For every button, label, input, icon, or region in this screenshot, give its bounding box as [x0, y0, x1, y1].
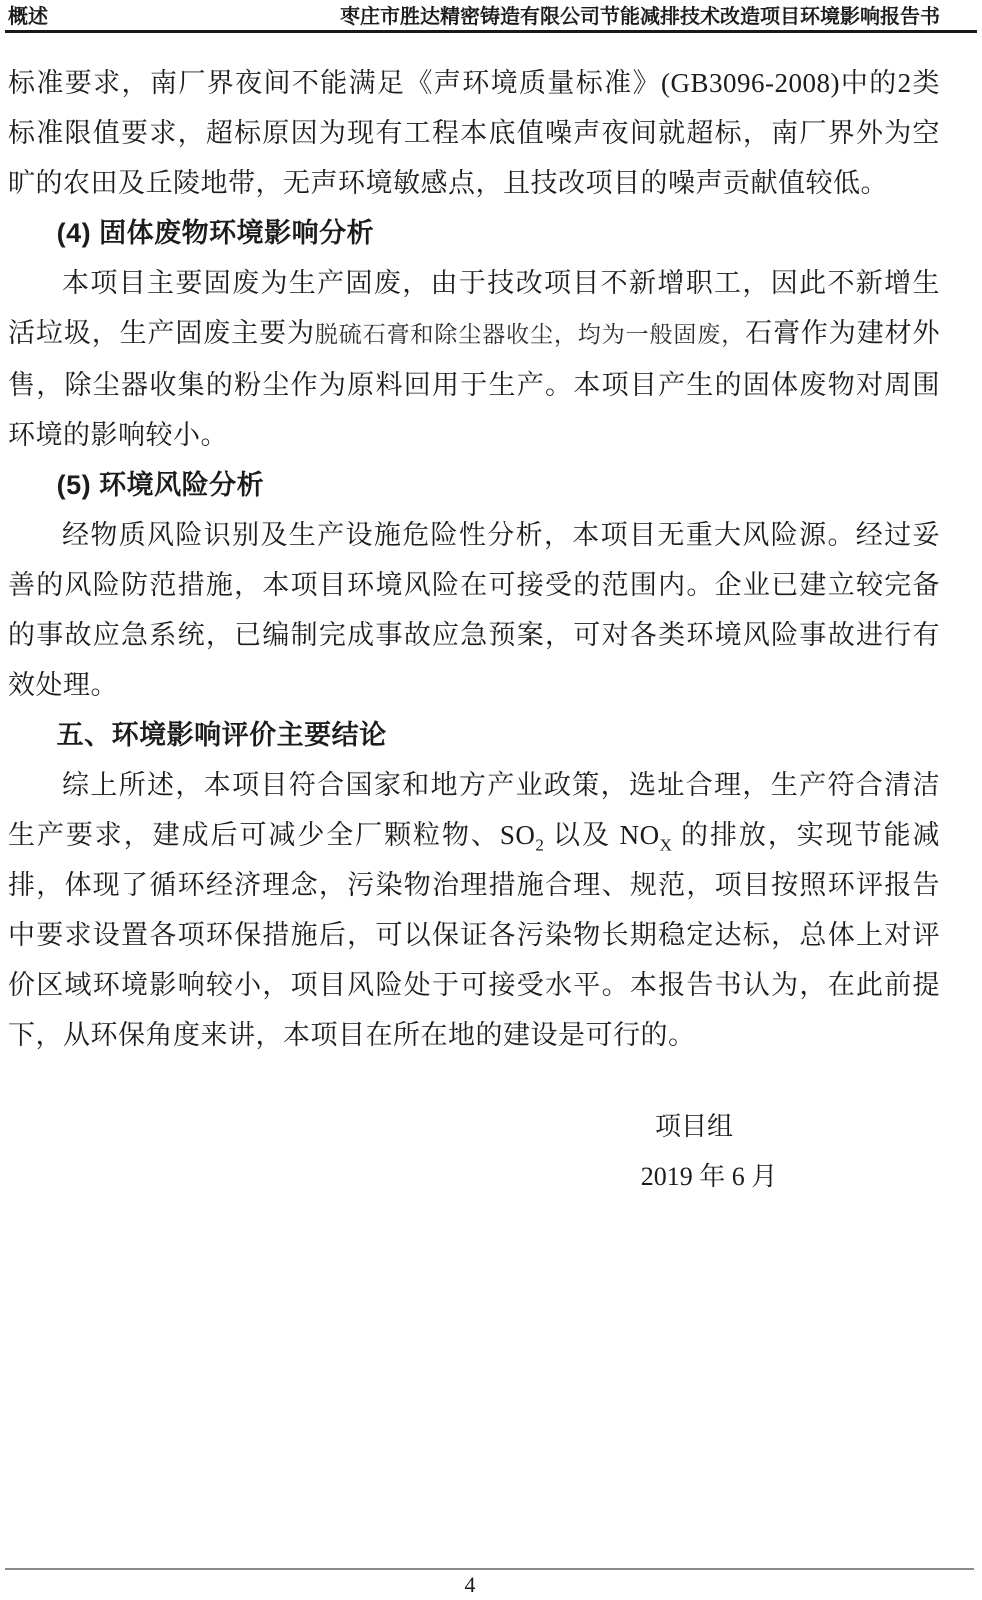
- heading-conclusion: 五、环境影响评价主要结论: [56, 720, 387, 750]
- header-document-title: 枣庄市胜达精密铸造有限公司节能减排技术改造项目环境影响报告书: [340, 6, 940, 28]
- heading-solid-waste-analysis: (4) 固体废物环境影响分析: [56, 218, 375, 248]
- paragraph-environmental-risk: 经物质风险识别及生产设施危险性分析，本项目无重大风险源。经过妥善的风险防范措施，本项目环境风险在可接受的范围内。企业已建立较完备的事故应急系统，已编制完成事故应急预案，可对各类环境风险事故进行有效处理。: [8, 520, 940, 700]
- page-header: [8, 5, 940, 29]
- header-rule: [5, 30, 977, 33]
- solid-waste-lead-text: 本项目主要固废为生产固废，由于技改项目不新增职工，因此不新增生活垃圾，生产固废主要为: [8, 268, 940, 348]
- header-section-label: 概述: [8, 6, 48, 28]
- heading-environmental-risk: (5) 环境风险分析: [56, 470, 265, 500]
- nox-subscript: X: [659, 835, 673, 855]
- paragraph-noise-continuation: 标准要求，南厂界夜间不能满足《声环境质量标准》(GB3096-2008)中的2类标准限值要求，超标原因为现有工程本底值噪声夜间就超标，南厂界外为空旷的农田及丘陵地带，无声环境敏感点，且技改项目的噪声贡献值较低。: [8, 68, 940, 198]
- document-body: [8, 58, 940, 1060]
- signature-date: 2019 年 6 月: [640, 1162, 778, 1191]
- page-number: 4: [464, 1572, 476, 1597]
- solid-waste-small-text: 脱硫石膏和除尘器收尘，均为一般固废，: [314, 322, 746, 347]
- so2-subscript: 2: [535, 835, 545, 855]
- footer-rule: [5, 1568, 974, 1570]
- paragraph-conclusion: [8, 760, 940, 1060]
- signature-project-team: 项目组: [654, 1112, 734, 1141]
- paragraph-solid-waste: [8, 258, 940, 460]
- nox-base: NO: [619, 820, 660, 850]
- nox-formula: [619, 820, 673, 855]
- conclusion-tail-text: 的排放，实现节能减排，体现了循环经济理念，污染物治理措施合理、规范，项目按照环评报告中要求设置各项环保措施后，可以保证各污染物长期稳定达标，总体上对评价区域环境影响较小，项目风险处于可接受水平。本报告书认为，在此前提下，从环保角度来讲，本项目在所在地的建设是可行的。: [8, 820, 941, 1050]
- conclusion-lead-text: 综上所述，本项目符合国家和地方产业政策，选址合理，生产符合清洁生产要求，建成后可减少全厂颗粒物、: [8, 770, 940, 850]
- conjunction-text: 以及: [544, 820, 620, 850]
- so2-formula: [499, 820, 545, 855]
- solid-waste-tail-text: 石膏作为建材外售，除尘器收集的粉尘作为原料回用于生产。本项目产生的固体废物对周围环境的影响较小。: [8, 318, 941, 450]
- so2-base: SO: [499, 820, 536, 850]
